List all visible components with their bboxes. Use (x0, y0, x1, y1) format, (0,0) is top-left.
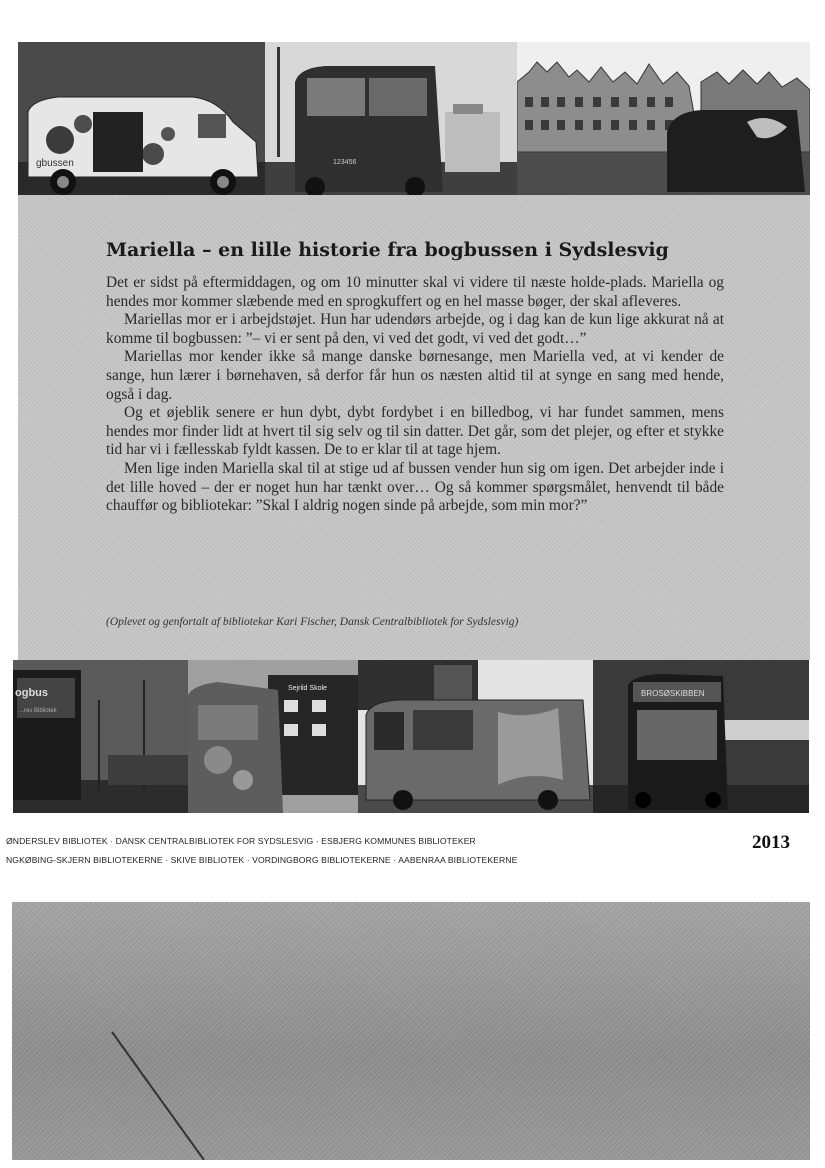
photo-bookbus-van (18, 42, 265, 195)
article-title: Mariella – en lille historie fra bogbussen i Sydslesvig (106, 239, 669, 261)
article-paragraph: Det er sidst på eftermiddagen, og om 10 minutter skal vi videre til næste holde-plads. Mariella og hendes mor kommer slæbende med en sprogkuffert og en hel masse bøger, der skal afleveres. (106, 274, 724, 310)
bus-destination-text: BROSØSKIBBEN (641, 689, 705, 698)
year-label: 2013 (752, 832, 790, 853)
article-body (106, 274, 724, 516)
story-panel (18, 195, 810, 660)
article-paragraph: Men lige inden Mariella skal til at stige ud af bussen vender hun sig om igen. Det arbejder inde i det lille hoved – der er noget hun har tænkt over… Og så kommer spørgsmålet, henvendt til både chauffør og bibliotekar: ”Skal I aldrig nogen sinde på arbejde, som min mor?” (106, 459, 724, 515)
article-paragraph: Og et øjeblik senere er hun dybt, dybt fordybet i en billedbog, vi har fundet sammen, mens hendes mor finder lidt at hvert til sig selv og til sin datter. Det går, som det plejer, og efter et stykke tid har vi i fællesskab fyldt kassen. De to er klar til at tage hjem. (106, 404, 724, 459)
scan-scratch-line (12, 902, 810, 1160)
photo-bookbus-night (13, 660, 188, 813)
photo-town-square (517, 42, 810, 195)
footer-libraries-line-1: ØNDERSLEV BIBLIOTEK · DANSK CENTRALBIBLIOTEK FOR SYDSLESVIG · ESBJERG KOMMUNES BIBLIOTEKER (6, 836, 476, 846)
article-credit: (Oplevet og genfortalt af bibliotekar Kari Fischer, Dansk Centralbibliotek for Sydslesvig) (106, 616, 519, 628)
school-sign-text: Sejrild Skole (288, 685, 327, 692)
bus-sign-text: ogbus (15, 687, 48, 699)
photo-bus-school (188, 660, 358, 813)
bus-sign-subtext: ...res Bibliotek (19, 708, 57, 714)
photo-bus-harbour (265, 42, 517, 195)
bus-plate-text: 123456 (333, 159, 357, 166)
footer-libraries-line-2: NGKØBING-SKJERN BIBLIOTEKERNE · SKIVE BIBLIOTEK · VORDINGBORG BIBLIOTEKERNE · AABENRAA BIBLIOTEKERNE (6, 855, 518, 865)
article-paragraph: Mariellas mor kender ikke så mange danske børnesange, men Mariella ved, at vi kender de sange, hun lærer i børnehaven, så derfor får hun os næsten altid til at synge en sang med hende, også i dag. (106, 348, 724, 403)
article-paragraph: Mariellas mor er i arbejdstøjet. Hun har udendørs arbejde, og i dag kan de kun lige akkurat nå at komme til bogbussen: ”– vi er sent på den, vi ved det godt, vi ved det godt…” (106, 311, 724, 347)
photo-decorated-bus (358, 660, 593, 813)
photo-bus-front (593, 660, 809, 813)
van-sign-text: gbussen (36, 158, 74, 169)
next-page-grey-area (12, 902, 810, 1160)
